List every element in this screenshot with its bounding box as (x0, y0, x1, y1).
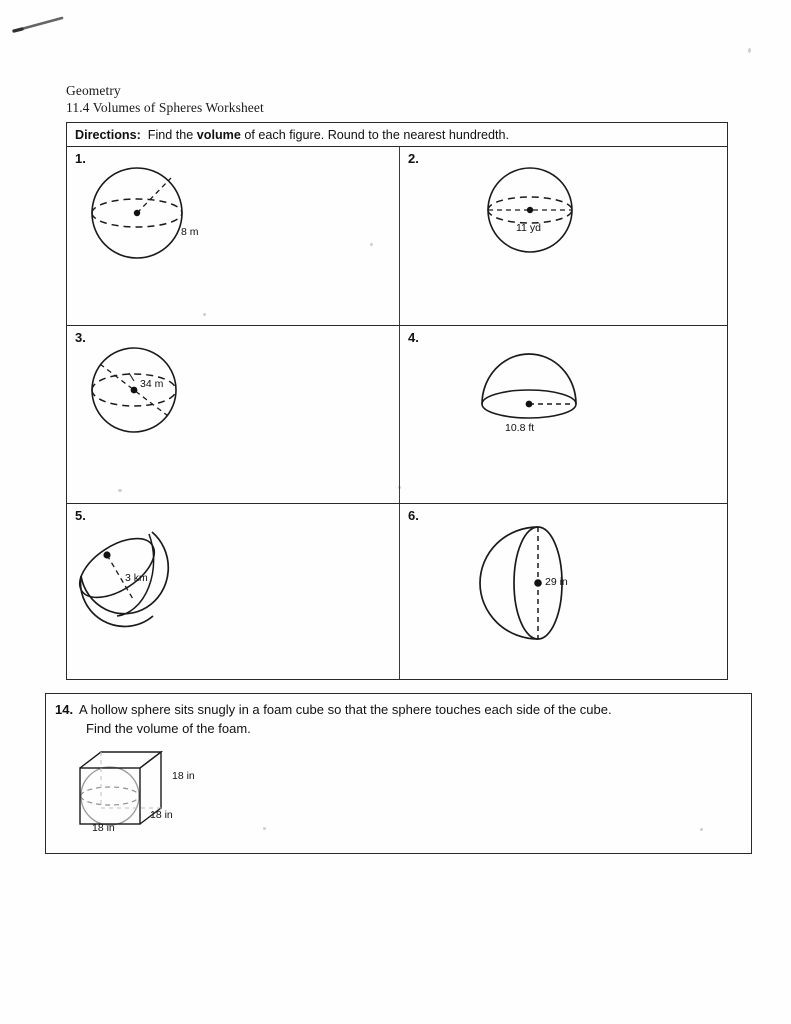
measure-label-4: 10.8 ft (505, 422, 535, 434)
directions-text (67, 128, 509, 142)
page-title: 11.4 Volumes of Spheres Worksheet (66, 100, 264, 115)
problem-number-1: 1. (75, 151, 86, 166)
question-14-box (45, 693, 752, 854)
cube-height-label: 18 in (172, 770, 195, 782)
problem-number-6: 6. (408, 508, 419, 523)
worksheet-header (66, 82, 264, 116)
problem-cell-5 (67, 504, 399, 680)
figure-hemisphere-5 (67, 504, 399, 680)
directions-row (67, 123, 727, 147)
problem-cell-3 (67, 326, 399, 503)
cube-depth-label: 18 in (150, 809, 173, 821)
measure-label-5: 3 km (125, 572, 148, 584)
problem-number-2: 2. (408, 151, 419, 166)
problems-table (66, 122, 728, 680)
problem-cell-1 (67, 147, 399, 325)
problem-cell-2 (400, 147, 729, 325)
directions-before: Find the (147, 127, 197, 142)
measure-label-6: 29 in (545, 576, 568, 588)
question-14-number: 14. (55, 702, 74, 717)
figure-sphere-2 (400, 147, 729, 325)
figure-hemisphere-4 (400, 326, 729, 503)
directions-bold-word: volume (196, 127, 241, 142)
problem-cell-6 (400, 504, 729, 680)
directions-label: Directions: (75, 127, 141, 142)
figure-cube-with-sphere (70, 746, 270, 846)
cube-width-label: 18 in (92, 822, 115, 834)
problem-number-3: 3. (75, 330, 86, 345)
measure-label-2: 11 yd (516, 222, 541, 234)
directions-after: of each figure. Round to the nearest hundredth. (240, 127, 510, 142)
problem-number-5: 5. (75, 508, 86, 523)
figure-hemisphere-6 (400, 504, 729, 680)
pencil-mark-artifact (12, 17, 64, 33)
question-14-line1: A hollow sphere sits snugly in a foam cube so that the sphere touches each side of the cube. (79, 702, 612, 717)
figure-sphere-3 (67, 326, 399, 503)
problem-number-4: 4. (408, 330, 419, 345)
measure-label-3: 34 m (140, 378, 164, 390)
problem-cell-4 (400, 326, 729, 503)
course-name: Geometry (66, 83, 121, 98)
figure-sphere-1 (67, 147, 399, 325)
question-14-line2: Find the volume of the foam. (86, 721, 251, 736)
scan-speck (748, 48, 751, 53)
measure-label-1: 8 m (181, 226, 199, 238)
